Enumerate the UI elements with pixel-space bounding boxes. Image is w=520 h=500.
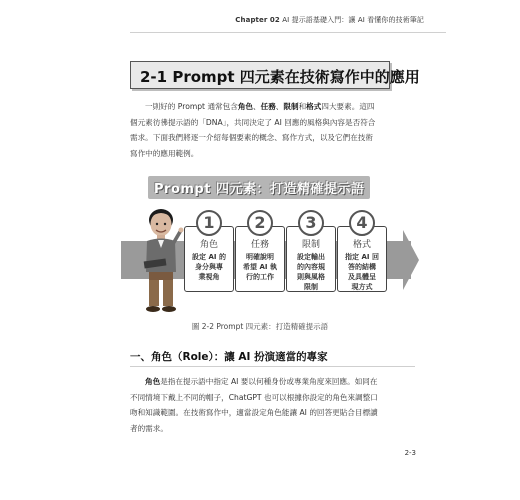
card-title: 格式 bbox=[352, 240, 371, 250]
body-line-3: 吻和知識範圍。在技術寫作中，適當設定角色能讓 AI 的回答更貼合目標讀 bbox=[130, 408, 378, 417]
subsection-title: 一、角色（Role）：讓 AI 扮演適當的專家 bbox=[130, 351, 328, 363]
number-badge: 4 bbox=[349, 210, 375, 236]
number-badge: 3 bbox=[298, 210, 324, 236]
person-illustration bbox=[138, 208, 184, 314]
card-title: 任務 bbox=[250, 240, 269, 250]
intro-line-2: 個元素彷彿提示語的「DNA」，共同決定了 AI 回應的風格與內容是否符合 bbox=[130, 117, 376, 127]
element-card-constraint bbox=[286, 213, 336, 292]
figure-caption: 圖 2-2 Prompt 四元素：打造精確提示語 bbox=[191, 322, 329, 331]
number-badge: 1 bbox=[196, 210, 222, 236]
running-header bbox=[235, 15, 424, 25]
number-badge: 2 bbox=[247, 210, 273, 236]
body-line-2: 不同情境下戴上不同的帽子，ChatGPT 也可以根據你設定的角色來調整口 bbox=[130, 392, 378, 402]
intro-line-3: 需求。下面我們將逐一介紹每個要素的概念、寫作方式，以及它們在技術 bbox=[130, 133, 373, 142]
chapter-label: Chapter 02 bbox=[235, 16, 280, 24]
chapter-title: AI 提示語基礎入門：讓 AI 看懂你的技術筆記 bbox=[282, 16, 424, 24]
subsection-divider bbox=[130, 366, 415, 367]
card-description: 明確說明 希望 AI 執 行的工作 bbox=[243, 253, 277, 281]
body-line-1: 角色是指在提示語中指定 AI 要以何種身份或專業角度來回應。如同在 bbox=[145, 377, 378, 386]
body-paragraph bbox=[130, 374, 415, 436]
body-line-4: 者的需求。 bbox=[130, 423, 168, 433]
page-number: 2-3 bbox=[404, 449, 416, 457]
figure-arrow bbox=[403, 230, 419, 290]
card-description: 指定 AI 回 答的結構 及具體呈 現方式 bbox=[345, 253, 379, 291]
intro-paragraph bbox=[130, 99, 415, 161]
figure-banner: Prompt 四元素：打造精確提示語 bbox=[148, 176, 370, 199]
card-title: 限制 bbox=[301, 240, 320, 250]
element-card-task bbox=[235, 213, 285, 292]
element-card-role bbox=[184, 213, 234, 292]
card-description: 設定輸出 的內容規 則與風格 限制 bbox=[297, 253, 325, 291]
section-title: 2-1 Prompt 四元素在技術寫作中的應用 bbox=[130, 61, 390, 89]
intro-line-4: 寫作中的應用範例。 bbox=[130, 148, 199, 158]
header-divider bbox=[130, 32, 446, 33]
card-title: 角色 bbox=[199, 240, 218, 250]
intro-line-1: 一則好的 Prompt 通常包含角色、任務、限制和格式四大要素。這四 bbox=[145, 102, 375, 111]
element-card-format bbox=[337, 213, 387, 292]
card-description: 設定 AI 的 身分與專 業視角 bbox=[192, 253, 226, 281]
